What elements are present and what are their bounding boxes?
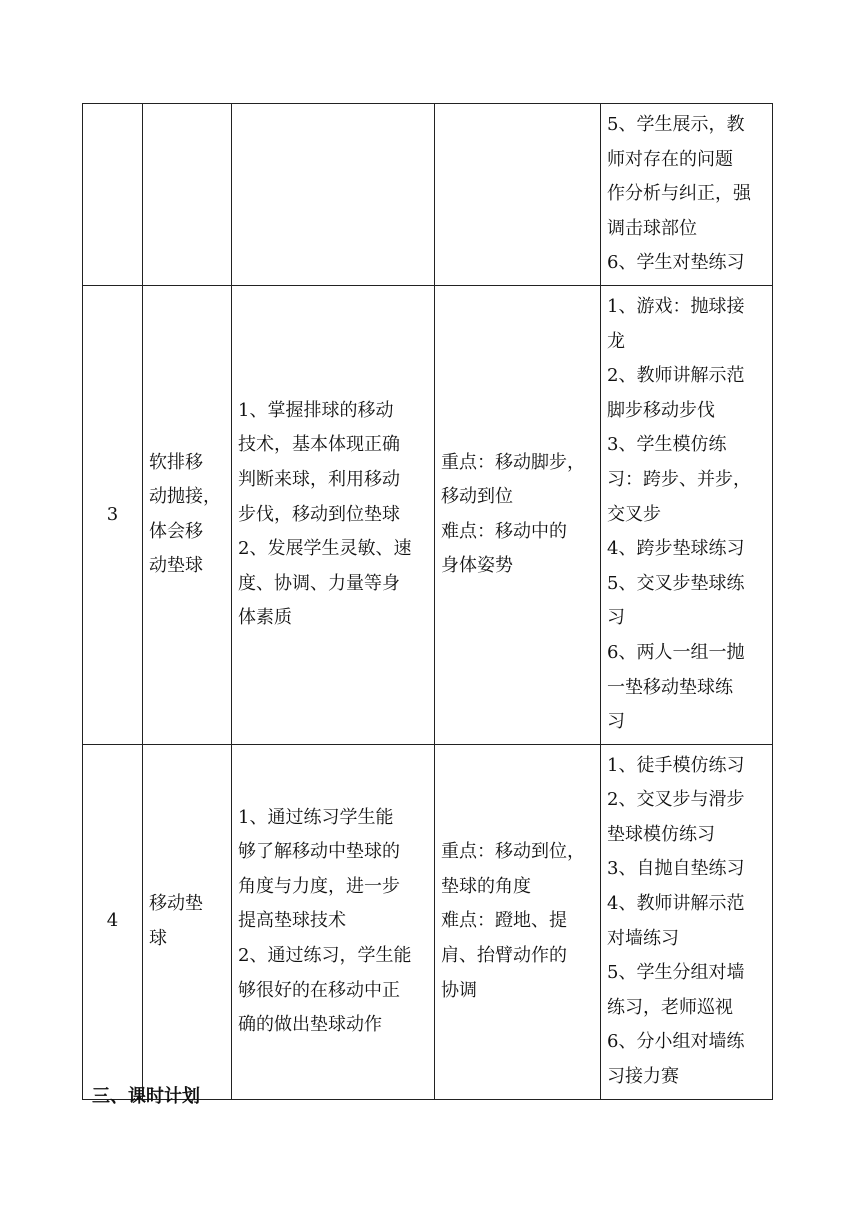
cell-text-line: 移动垫	[149, 893, 203, 915]
lesson-number-cell: 3	[83, 285, 143, 744]
table-row	[83, 744, 773, 1099]
cell-text-line: 步伐，移动到位垫球	[238, 503, 400, 525]
lesson-steps-cell	[601, 744, 773, 1099]
lesson-number-cell: 4	[83, 744, 143, 1099]
section-heading: 三、课时计划	[92, 1086, 200, 1107]
cell-text-line: 4、教师讲解示范	[607, 893, 745, 915]
cell-text-line: 作分析与纠正，强	[607, 183, 751, 205]
cell-text-line: 够很好的在移动中正	[238, 979, 400, 1001]
cell-text-line: 脚步移动步伐	[607, 399, 715, 421]
cell-text-line: 调击球部位	[607, 217, 697, 239]
cell-text-line: 1、通过练习学生能	[238, 806, 394, 828]
lesson-steps-cell	[601, 285, 773, 744]
cell-text-line: 够了解移动中垫球的	[238, 841, 400, 863]
cell-text-line: 1、游戏：抛球接	[607, 295, 745, 317]
cell-text-line: 习接力赛	[607, 1066, 679, 1088]
cell-text-line: 一垫移动垫球练	[607, 676, 733, 698]
cell-text-line: 6、两人一组一抛	[607, 641, 745, 663]
cell-text-line: 4、跨步垫球练习	[607, 538, 745, 560]
lesson-goals-cell	[232, 104, 435, 286]
cell-text-line: 判断来球，利用移动	[238, 468, 400, 490]
cell-text-line: 协调	[441, 979, 477, 1001]
cell-text-line: 习：跨步、并步，	[607, 468, 751, 490]
lesson-plan-table	[82, 103, 773, 1100]
cell-text-line: 6、分小组对墙练	[607, 1031, 745, 1053]
lesson-goals-cell	[232, 285, 435, 744]
cell-text-line: 度、协调、力量等身	[238, 572, 400, 594]
cell-text-line: 重点：移动脚步，	[441, 451, 585, 473]
cell-text-line: 软排移	[149, 451, 203, 473]
cell-text-line: 习	[607, 711, 625, 733]
cell-text-line: 5、交叉步垫球练	[607, 572, 745, 594]
cell-text-line: 2、教师讲解示范	[607, 365, 745, 387]
cell-text-line: 垫球模仿练习	[607, 823, 715, 845]
lesson-topic-cell	[143, 744, 232, 1099]
cell-text-line: 5、学生展示，教	[607, 114, 745, 135]
cell-text-line: 2、通过练习，学生能	[238, 944, 412, 966]
lesson-topic-cell	[143, 285, 232, 744]
lesson-goals-cell	[232, 744, 435, 1099]
cell-text-line: 难点：蹬地、提	[441, 910, 567, 932]
cell-text-line: 2、交叉步与滑步	[607, 789, 745, 811]
cell-text-line: 技术，基本体现正确	[238, 434, 400, 456]
lesson-keypoints-cell	[435, 744, 601, 1099]
cell-text-line: 重点：移动到位，	[441, 841, 585, 863]
table-row	[83, 104, 773, 286]
cell-text-line: 1、掌握排球的移动	[238, 399, 394, 421]
cell-text-line: 5、学生分组对墙	[607, 962, 745, 984]
cell-text-line: 角度与力度，进一步	[238, 875, 400, 897]
lesson-steps-cell	[601, 104, 773, 286]
cell-text-line: 身体姿势	[441, 555, 513, 577]
cell-text-line: 对墙练习	[607, 927, 679, 949]
lesson-topic-cell	[143, 104, 232, 286]
cell-text-line: 师对存在的问题	[607, 148, 733, 170]
cell-text-line: 提高垫球技术	[238, 910, 346, 932]
table-row	[83, 285, 773, 744]
cell-text-line: 习	[607, 607, 625, 629]
cell-text-line: 确的做出垫球动作	[238, 1014, 382, 1036]
cell-text-line: 练习，老师巡视	[607, 996, 733, 1018]
cell-text-line: 动垫球	[149, 555, 203, 577]
cell-text-line: 交叉步	[607, 503, 661, 525]
cell-text-line: 3、自抛自垫练习	[607, 858, 745, 880]
cell-text-line: 动抛接，	[149, 486, 221, 508]
cell-text-line: 体素质	[238, 607, 292, 629]
cell-text-line: 移动到位	[441, 486, 513, 508]
cell-text-line: 球	[149, 927, 167, 949]
cell-text-line: 肩、抬臂动作的	[441, 944, 567, 966]
cell-text-line: 龙	[607, 330, 625, 352]
cell-text-line: 1、徒手模仿练习	[607, 754, 745, 776]
cell-text-line: 3、学生模仿练	[607, 434, 727, 456]
cell-text-line: 2、发展学生灵敏、速	[238, 538, 412, 560]
lesson-keypoints-cell	[435, 285, 601, 744]
lesson-number-cell	[83, 104, 143, 286]
cell-text-line: 体会移	[149, 520, 203, 542]
cell-text-line: 6、学生对垫练习	[607, 252, 745, 274]
cell-text-line: 垫球的角度	[441, 875, 531, 897]
cell-text-line: 难点：移动中的	[441, 520, 567, 542]
lesson-keypoints-cell	[435, 104, 601, 286]
